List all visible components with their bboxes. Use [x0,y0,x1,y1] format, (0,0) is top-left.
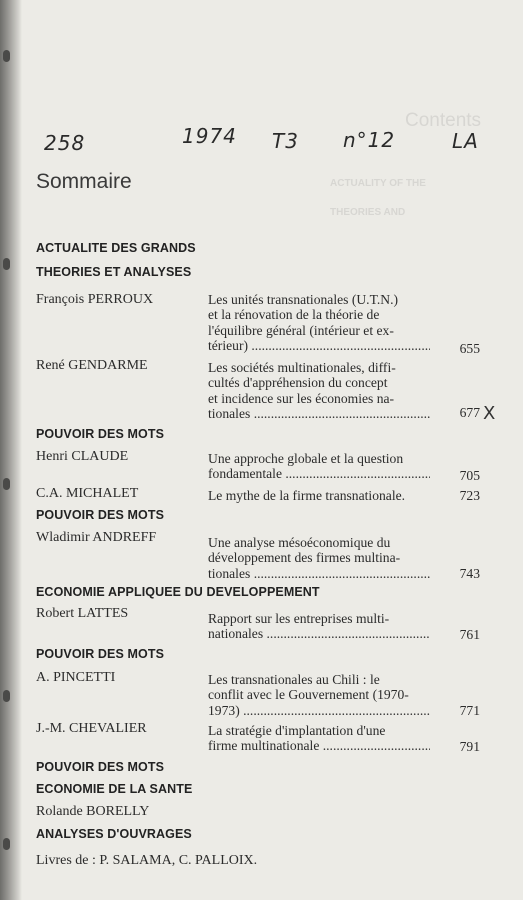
author-name: J.-M. CHEVALIER [36,721,147,736]
handwritten-issue: n°12 [343,128,396,152]
author-name: René GENDARME [36,358,148,373]
page-number: 655 [459,341,480,356]
handwritten-year: 1974 [182,124,237,148]
author-name: Robert LATTES [36,606,129,621]
article-title [208,611,438,642]
books-reviewed: Livres de : P. SALAMA, C. PALLOIX. [36,853,258,868]
author-name: A. PINCETTI [36,670,116,685]
page-title: Sommaire [36,170,132,193]
section-heading: POUVOIR DES MOTS [36,427,165,441]
binding-hole [3,50,10,62]
section-heading: ACTUALITE DES GRANDS [36,241,196,255]
article-title [208,451,438,482]
article-title [208,488,438,503]
section-heading: POUVOIR DES MOTS [36,508,165,522]
title-line: firme multinationale ..... [208,738,430,753]
section-heading: ECONOMIE APPLIQUEE DU DEVELOPPEMENT [36,585,320,599]
bleed-through-line: ACTUALITY OF THE [330,178,426,189]
page-number: 677 [459,405,480,420]
title-line: Les unités transnationales (U.T.N.) [208,292,399,307]
article-title [208,535,438,581]
binding-hole [3,838,10,850]
article-title [208,723,438,754]
author-name: Rolande BORELLY [36,804,150,819]
binding-hole [3,258,10,270]
title-line: tionales ..... [208,566,430,581]
title-line: l'équilibre général (intérieur et ex- [208,322,394,338]
bleed-through-line: THEORIES AND [330,207,406,218]
binding-hole [3,478,10,490]
handwritten-tome: T3 [272,129,299,153]
page-number: 723 [459,488,480,503]
page-number: 743 [459,566,480,581]
author-name: Wladimir ANDREFF [36,530,157,545]
title-line: Les sociétés multinationales, diffi- [208,360,396,375]
section-heading: ECONOMIE DE LA SANTE [36,782,193,796]
title-line: térieur) ..... [208,338,430,353]
title-line: tionales ..... [208,406,430,421]
title-line: développement des firmes multina- [208,550,401,566]
title-line: fondamentale ..... [208,466,430,481]
bleed-through-heading: Contents [405,110,482,131]
article-title [208,292,438,353]
title-line: Les transnationales au Chili : le [208,672,380,687]
title-line: conflit avec le Gouvernement (1970- [208,687,409,703]
author-name: Henri CLAUDE [36,449,129,464]
title-line: Une approche globale et la question [208,451,404,466]
article-title [208,360,438,421]
handwritten-initials: LA [452,129,479,153]
section-heading: POUVOIR DES MOTS [36,760,165,774]
article-title [208,672,438,718]
title-line: et incidence sur les économies na- [208,390,395,406]
page-number: 791 [459,739,480,754]
title-line: 1973) ..... [208,703,430,718]
title-line: cultés d'appréhension du concept [208,375,388,391]
title-line: nationales ..... [208,626,430,641]
page-number: 761 [459,627,480,642]
title-line: Le mythe de la firme transnationale. [208,488,406,503]
section-heading: THEORIES ET ANALYSES [36,265,192,279]
handwritten-ref-number: 258 [44,131,86,155]
section-heading: POUVOIR DES MOTS [36,647,165,661]
page-number: 771 [459,703,480,718]
section-heading: ANALYSES D'OUVRAGES [36,827,192,841]
title-line: et la rénovation de la théorie de [208,307,380,323]
title-line: Une analyse mésoéconomique du [208,535,391,550]
page-number: 705 [459,468,480,483]
handwritten-tick: X [483,403,496,424]
title-line: Rapport sur les entreprises multi- [208,611,390,626]
author-name: C.A. MICHALET [36,486,139,501]
binding-hole [3,690,10,702]
binding-shadow [0,0,22,900]
author-name: François PERROUX [36,292,154,307]
title-line: La stratégie d'implantation d'une [208,723,386,738]
